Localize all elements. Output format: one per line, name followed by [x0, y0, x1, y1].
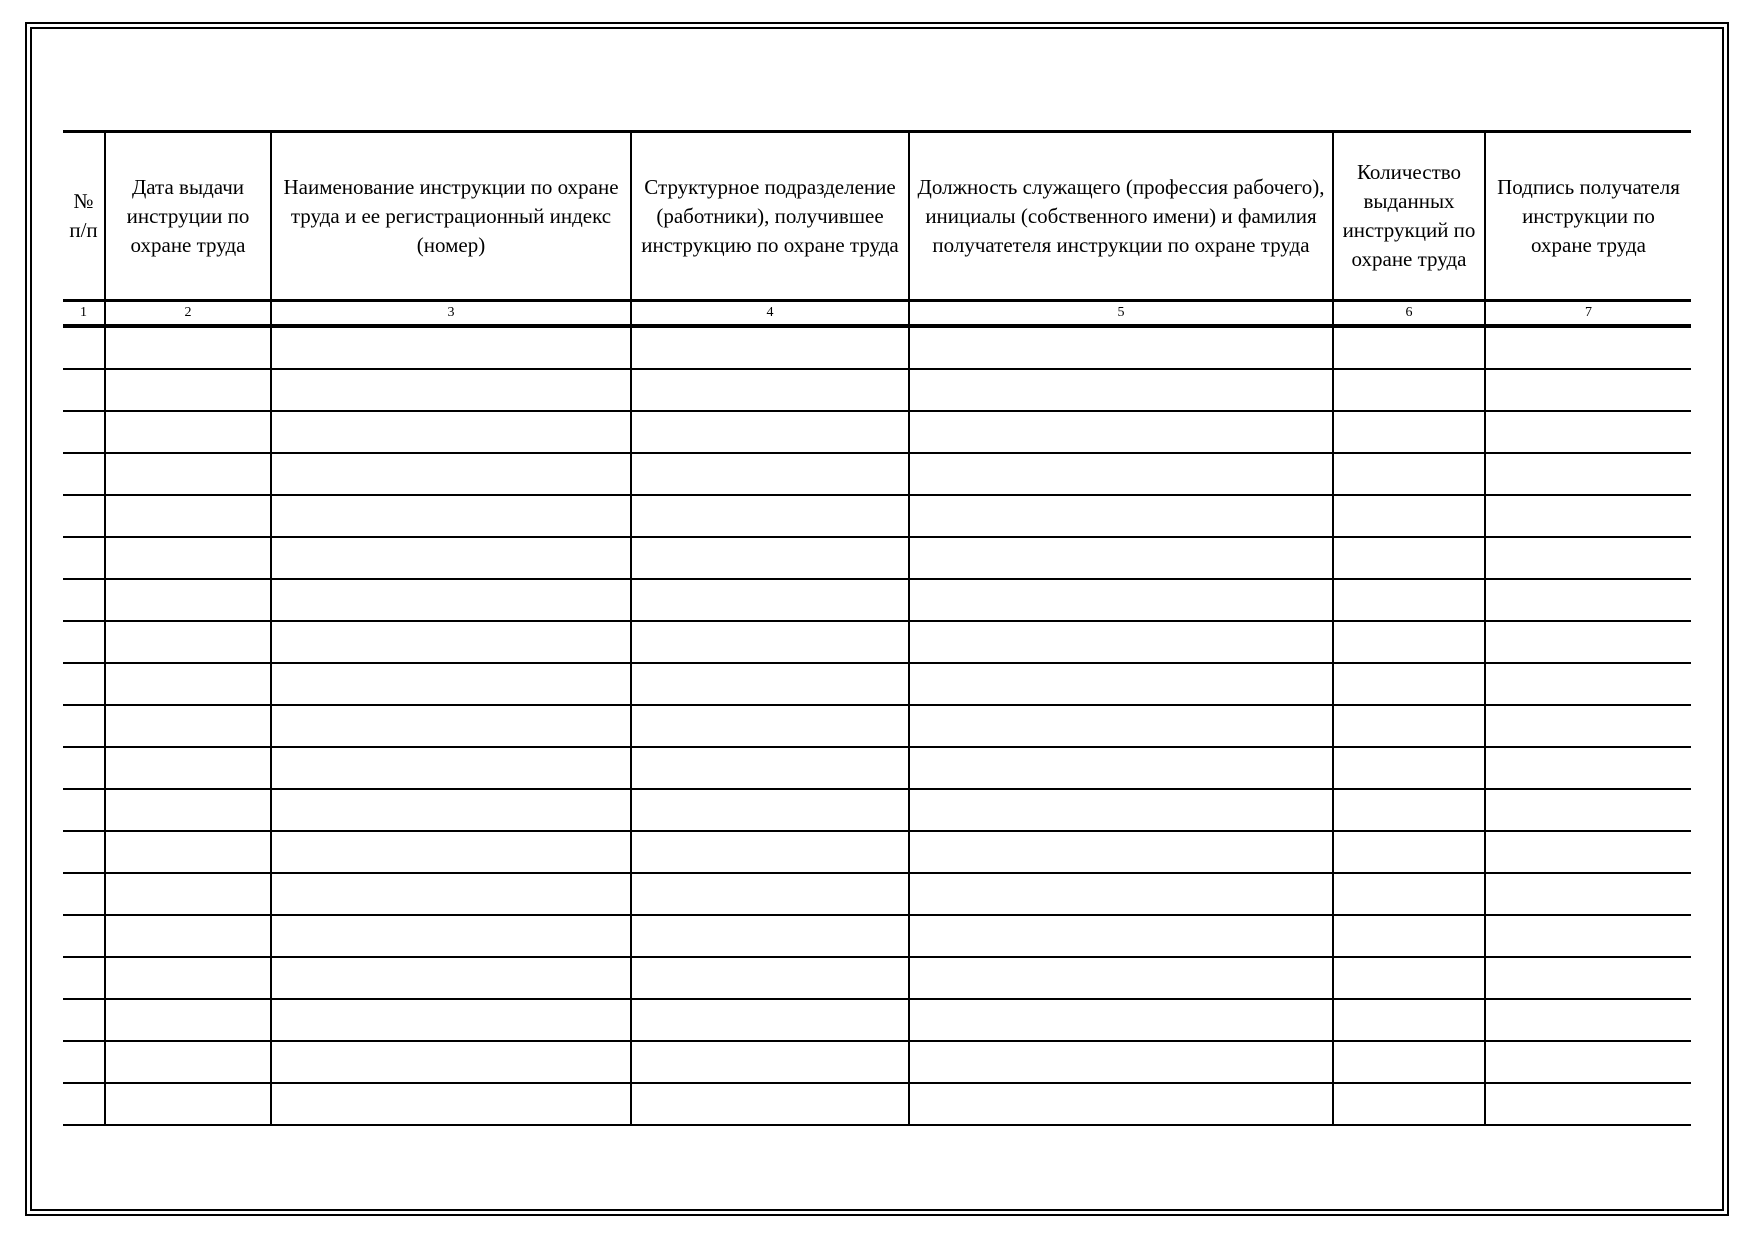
journal-body	[63, 326, 1691, 1125]
table-cell	[631, 411, 909, 453]
table-cell	[909, 873, 1333, 915]
table-cell	[1485, 747, 1691, 789]
header-cell-instruction-name	[271, 132, 631, 301]
table-cell	[631, 579, 909, 621]
table-cell	[105, 326, 271, 369]
table-cell	[909, 369, 1333, 411]
table-cell	[1485, 705, 1691, 747]
table-cell	[1485, 831, 1691, 873]
table-cell	[63, 747, 105, 789]
table-row	[63, 369, 1691, 411]
table-row	[63, 579, 1691, 621]
table-row	[63, 999, 1691, 1041]
table-cell	[105, 663, 271, 705]
table-row	[63, 747, 1691, 789]
table-cell	[631, 453, 909, 495]
table-cell	[1485, 579, 1691, 621]
table-cell	[1333, 957, 1485, 999]
table-cell	[271, 369, 631, 411]
header-cell-recipient-position	[909, 132, 1333, 301]
table-cell	[1485, 411, 1691, 453]
table-cell	[105, 915, 271, 957]
table-cell	[909, 663, 1333, 705]
table-cell	[631, 789, 909, 831]
table-cell	[105, 831, 271, 873]
table-row	[63, 326, 1691, 369]
table-cell	[63, 831, 105, 873]
table-cell	[909, 1041, 1333, 1083]
table-row	[63, 621, 1691, 663]
table-cell	[1333, 369, 1485, 411]
table-row	[63, 1041, 1691, 1083]
table-cell	[909, 1083, 1333, 1125]
header-text-quantity: Количество выданных инструкций по охране труда	[1342, 160, 1476, 271]
table-cell	[63, 873, 105, 915]
table-cell	[271, 663, 631, 705]
table-cell	[271, 999, 631, 1041]
table-cell	[271, 705, 631, 747]
table-cell	[631, 705, 909, 747]
table-cell	[1333, 453, 1485, 495]
table-cell	[1333, 705, 1485, 747]
table-cell	[909, 453, 1333, 495]
table-cell	[63, 537, 105, 579]
table-row	[63, 705, 1691, 747]
table-cell	[1333, 873, 1485, 915]
table-cell	[1485, 789, 1691, 831]
table-cell	[63, 957, 105, 999]
table-cell	[63, 369, 105, 411]
table-cell	[1485, 537, 1691, 579]
table-cell	[1485, 999, 1691, 1041]
table-cell	[909, 915, 1333, 957]
column-number-7: 7	[1485, 301, 1691, 327]
table-cell	[1485, 873, 1691, 915]
table-cell	[1333, 915, 1485, 957]
instruction-issue-journal-table	[63, 130, 1691, 1126]
table-cell	[63, 999, 105, 1041]
table-row	[63, 411, 1691, 453]
table-row	[63, 789, 1691, 831]
table-cell	[1485, 1041, 1691, 1083]
table-cell	[271, 537, 631, 579]
table-row	[63, 495, 1691, 537]
table-cell	[105, 957, 271, 999]
table-cell	[909, 495, 1333, 537]
table-cell	[271, 453, 631, 495]
table-cell	[271, 326, 631, 369]
table-cell	[271, 621, 631, 663]
header-cell-department	[631, 132, 909, 301]
table-cell	[1333, 1041, 1485, 1083]
table-cell	[1485, 326, 1691, 369]
table-cell	[631, 873, 909, 915]
table-cell	[271, 747, 631, 789]
table-cell	[909, 831, 1333, 873]
table-cell	[1333, 495, 1485, 537]
table-cell	[909, 747, 1333, 789]
table-cell	[631, 831, 909, 873]
table-cell	[105, 789, 271, 831]
table-cell	[63, 495, 105, 537]
table-cell	[909, 957, 1333, 999]
table-cell	[631, 957, 909, 999]
table-cell	[1485, 495, 1691, 537]
table-cell	[1485, 621, 1691, 663]
table-cell	[1485, 1083, 1691, 1125]
table-cell	[1485, 957, 1691, 999]
header-cell-quantity	[1333, 132, 1485, 301]
table-cell	[631, 999, 909, 1041]
table-cell	[909, 537, 1333, 579]
table-cell	[631, 495, 909, 537]
table-cell	[63, 326, 105, 369]
table-cell	[631, 915, 909, 957]
table-cell	[631, 1083, 909, 1125]
table-cell	[105, 411, 271, 453]
table-cell	[909, 999, 1333, 1041]
table-cell	[1333, 579, 1485, 621]
table-cell	[63, 453, 105, 495]
table-cell	[105, 369, 271, 411]
header-text-recipient-position: Должность служащего (профессия рабочего), инициалы (собственного имени) и фамилия получатетеля инструкции по охране труда	[917, 174, 1325, 257]
table-cell	[105, 999, 271, 1041]
table-cell	[63, 621, 105, 663]
table-cell	[105, 453, 271, 495]
table-cell	[271, 579, 631, 621]
column-number-6: 6	[1333, 301, 1485, 327]
table-cell	[1333, 831, 1485, 873]
table-cell	[1333, 789, 1485, 831]
table-cell	[105, 621, 271, 663]
column-number-3: 3	[271, 301, 631, 327]
table-cell	[631, 1041, 909, 1083]
table-cell	[1333, 999, 1485, 1041]
table-cell	[63, 1083, 105, 1125]
table-cell	[631, 369, 909, 411]
table-cell	[909, 326, 1333, 369]
table-cell	[271, 1083, 631, 1125]
table-row	[63, 915, 1691, 957]
table-cell	[1333, 326, 1485, 369]
table-cell	[105, 1083, 271, 1125]
header-row	[63, 132, 1691, 301]
table-row	[63, 1083, 1691, 1125]
table-cell	[271, 915, 631, 957]
column-number-1: 1	[63, 301, 105, 327]
table-cell	[1485, 453, 1691, 495]
table-cell	[909, 789, 1333, 831]
header-text-row-number: № п/п	[69, 189, 98, 242]
table-cell	[105, 747, 271, 789]
table-cell	[1333, 537, 1485, 579]
column-number-5: 5	[909, 301, 1333, 327]
table-cell	[909, 705, 1333, 747]
table-cell	[1333, 621, 1485, 663]
table-cell	[1485, 369, 1691, 411]
table-row	[63, 873, 1691, 915]
table-cell	[105, 705, 271, 747]
table-cell	[631, 621, 909, 663]
table-cell	[271, 957, 631, 999]
table-row	[63, 537, 1691, 579]
column-number-row	[63, 301, 1691, 327]
table-cell	[105, 1041, 271, 1083]
table-cell	[631, 537, 909, 579]
table-cell	[271, 411, 631, 453]
column-number-2: 2	[105, 301, 271, 327]
table-cell	[105, 537, 271, 579]
table-cell	[909, 621, 1333, 663]
table-cell	[63, 1041, 105, 1083]
table-cell	[1333, 411, 1485, 453]
table-cell	[63, 705, 105, 747]
table-cell	[63, 663, 105, 705]
table-cell	[1333, 747, 1485, 789]
table-cell	[271, 495, 631, 537]
table-cell	[1485, 663, 1691, 705]
table-cell	[105, 495, 271, 537]
table-row	[63, 663, 1691, 705]
header-cell-issue-date	[105, 132, 271, 301]
table-cell	[271, 1041, 631, 1083]
table-cell	[105, 873, 271, 915]
table-row	[63, 831, 1691, 873]
table-cell	[909, 411, 1333, 453]
table-cell	[1333, 1083, 1485, 1125]
table-cell	[271, 789, 631, 831]
table-cell	[631, 326, 909, 369]
table-cell	[63, 411, 105, 453]
table-cell	[1333, 663, 1485, 705]
header-text-instruction-name: Наименование инструкции по охране труда и ее регистрационный индекс (номер)	[283, 174, 619, 257]
header-text-issue-date: Дата выдачи инструции по охране труда	[126, 174, 250, 257]
column-number-4: 4	[631, 301, 909, 327]
table-cell	[63, 789, 105, 831]
table-row	[63, 957, 1691, 999]
table-cell	[1485, 915, 1691, 957]
table-cell	[105, 579, 271, 621]
table-cell	[271, 831, 631, 873]
header-text-department: Структурное подразделение (работники), получившее инструкцию по охране труда	[641, 174, 899, 257]
table-row	[63, 453, 1691, 495]
table-cell	[63, 579, 105, 621]
table-cell	[909, 579, 1333, 621]
header-cell-signature	[1485, 132, 1691, 301]
table-cell	[271, 873, 631, 915]
table-cell	[631, 663, 909, 705]
table-cell	[631, 747, 909, 789]
header-cell-row-number	[63, 132, 105, 301]
header-text-signature: Подпись получателя инструкции по охране труда	[1497, 174, 1680, 257]
table-cell	[63, 915, 105, 957]
